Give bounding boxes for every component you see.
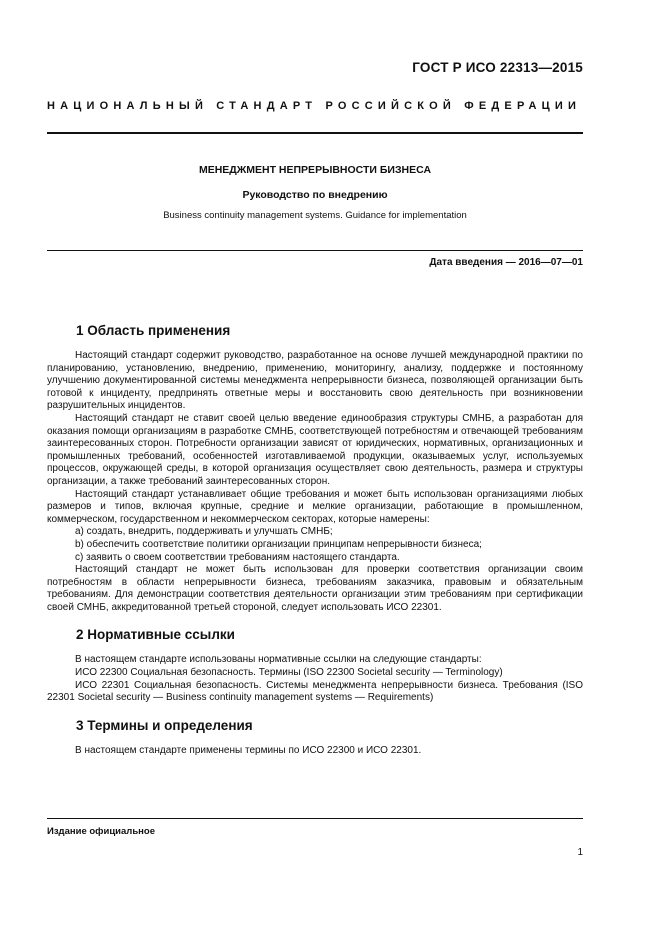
official-edition-label: Издание официальное [47, 826, 155, 837]
document-body [47, 323, 583, 757]
list-item-b: b) обеспечить соответствие политики организации принципам непрерывности бизнеса; [75, 538, 482, 550]
document-title-english: Business continuity management systems. Guidance for implementation [163, 210, 467, 221]
header-rule [47, 132, 583, 134]
section-2-heading: 2 Нормативные ссылки [76, 627, 235, 643]
section-2-reference: ИСО 22300 Социальная безопасность. Термины (ISO 22300 Societal security — Terminology) [75, 667, 503, 679]
document-title: МЕНЕДЖМЕНТ НЕПРЕРЫВНОСТИ БИЗНЕСА [198, 164, 432, 176]
section-2-paragraph: В настоящем стандарте использованы нормативные ссылки на следующие стандарты: [75, 654, 482, 666]
section-1-paragraph: Настоящий стандарт не может быть использован для проверки соответствия организации своим потребностям в области непрерывности бизнеса, требованиям заказчика, правовым и обязательным требованиям. Для демонстрации соответствия деятельности организации этим требованиям при сертификации своей СМНБ, аккредитованной третьей стороной, следует использовать ИСО 22301. [47, 564, 583, 613]
introduction-date: Дата введения — 2016—07—01 [429, 257, 583, 268]
section-1-paragraph: Настоящий стандарт устанавливает общие требования и может быть использован организациями любых размеров и типов, включая крупные, средние и мелкие организации, работающие в промышленном, коммерческом, государственном и некоммерческом секторах, которые намерены: [47, 488, 583, 525]
section-1-heading: 1 Область применения [76, 323, 231, 338]
section-1-paragraph: Настоящий стандарт содержит руководство, разработанное на основе лучшей международной практики по планированию, установлению, внедрению, применению, мониторингу, анализу, поддержке и постоянному улучшению документированной системы менеджмента непрерывности бизнеса, позволяющей организации быть готовой к инциденту, предпринять ответные меры и восстановить свою деятельность при возникновении разрушительных инцидентов. [47, 350, 583, 412]
footer-rule [47, 818, 583, 819]
list-item-c: c) заявить о своем соответствии требованиям настоящего стандарта. [75, 551, 400, 563]
title-rule [47, 250, 583, 251]
document-subtitle: Руководство по внедрению [242, 189, 388, 201]
section-1-paragraph: Настоящий стандарт не ставит своей целью введение единообразия структуры СМНБ, а разработан для оказания помощи организациям в разработке СМНБ, соответствующей потребностям и отвечающей требованиям заинтересованных сторон. Потребности организации зависят от юридических, нормативных, организационных и промышленных требований, особенностей изготавливаемой продукции, оказываемых услуг, используемых процессов, окружающей среды, в которой организация осуществляет свою деятельность, размера и структуры организации, а также требований заинтересованных сторон. [47, 412, 583, 487]
section-3-heading: 3 Термины и определения [76, 717, 253, 733]
page-number: 1 [577, 847, 583, 858]
section-3-paragraph: В настоящем стандарте применены термины по ИСО 22300 и ИСО 22301. [75, 744, 422, 756]
national-standard-banner: НАЦИОНАЛЬНЫЙ СТАНДАРТ РОССИЙСКОЙ ФЕДЕРАЦИИ [47, 100, 582, 112]
section-2-reference: ИСО 22301 Социальная безопасность. Системы менеджмента непрерывности бизнеса. Требования (ISO 22301 Societal security — Business continuity management systems — Requirements) [47, 679, 583, 704]
list-item-a: a) создать, внедрить, поддерживать и улучшать СМНБ; [75, 526, 333, 538]
gost-code: ГОСТ Р ИСО 22313—2015 [412, 60, 583, 75]
